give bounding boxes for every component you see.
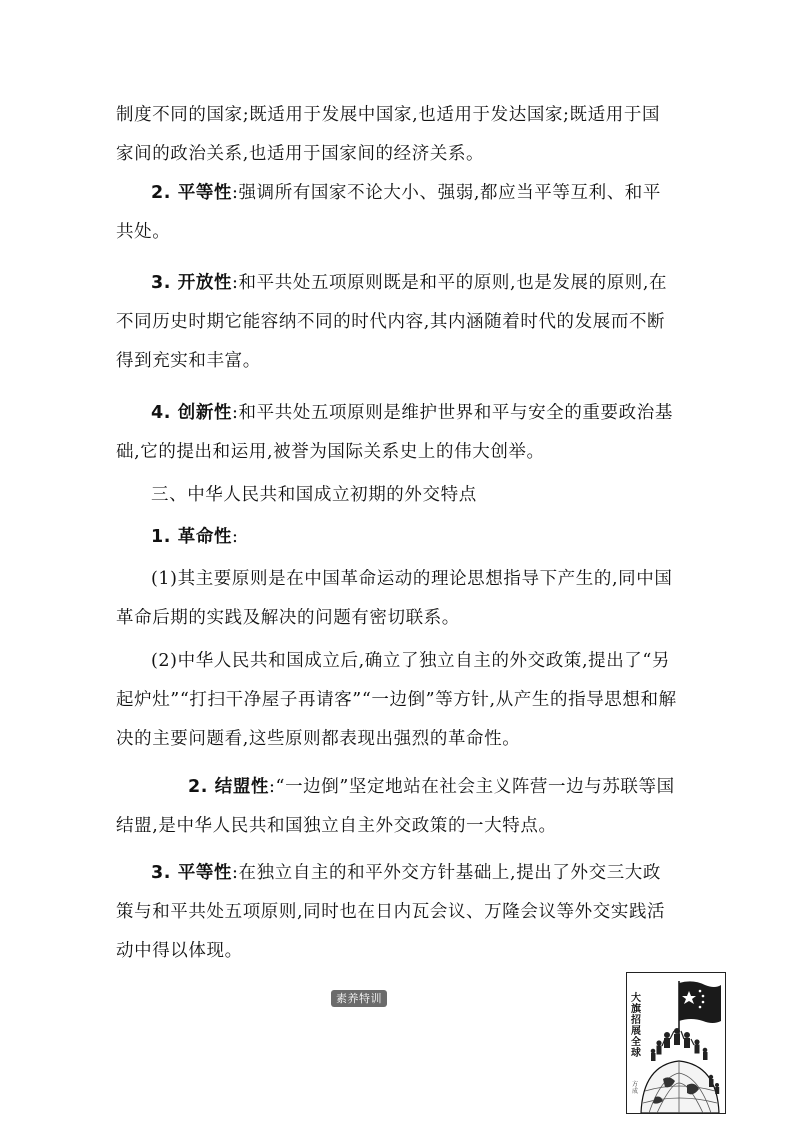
paragraph-text: :强调所有国家不论大小、强弱,都应当平等互利、和平共处。	[116, 183, 661, 242]
paragraph-label: 2. 结盟性	[188, 777, 270, 797]
paragraph-text: :“一边倒”坚定地站在社会主义阵营一边与苏联等国结盟,是中华人民共和国独立自主外交政策的一大特点。	[116, 777, 675, 836]
paragraph-text: :和平共处五项原则是维护世界和平与安全的重要政治基础,它的提出和运用,被誉为国际关系史上的伟大创举。	[116, 403, 673, 462]
paragraph-label: 2. 平等性	[151, 183, 233, 203]
cartoon-caption: 大旗招展全球	[631, 993, 641, 1059]
paragraph-text: :和平共处五项原则既是和平的原则,也是发展的原则,在不同历史时期它能容纳不同的时代内容,其内涵随着时代的发展而不断得到充实和丰富。	[116, 273, 668, 371]
paragraph-text: :	[232, 527, 239, 547]
paragraph-text: :在独立自主的和平外交方针基础上,提出了外交三大政策与和平共处五项原则,同时也在日内瓦会议、万隆会议等外交实践活动中得以体现。	[116, 863, 666, 961]
section-badge: 素养特训	[331, 990, 387, 1007]
paragraph-text: (1)其主要原则是在中国革命运动的理论思想指导下产生的,同中国革命后期的实践及解决的问题有密切联系。	[116, 569, 673, 628]
paragraph-label: 3. 平等性	[151, 863, 233, 883]
paragraph-label: 1. 革命性	[151, 527, 233, 547]
paragraph-text: 制度不同的国家;既适用于发展中国家,也适用于发达国家;既适用于国家间的政治关系,也适用于国家间的经济关系。	[116, 105, 661, 164]
cartoon-signature: 方成	[632, 1081, 639, 1095]
paragraph-equality	[116, 174, 678, 252]
paragraph-revolutionary-1	[116, 560, 678, 638]
paragraph-alliance	[116, 768, 678, 846]
section-heading	[151, 476, 477, 515]
paragraph-text: (2)中华人民共和国成立后,确立了独立自主的外交政策,提出了“另起炉灶”“打扫干净屋子再请客”“一边倒”等方针,从产生的指导思想和解决的主要问题看,这些原则都表现出强烈的革命性。	[116, 651, 677, 749]
paragraph-revolutionary	[116, 518, 678, 557]
paragraph-revolutionary-2	[116, 642, 678, 759]
paragraph-openness	[116, 264, 678, 381]
flag-globe-cartoon-icon	[626, 972, 726, 1114]
paragraph-equality-diplomacy	[116, 854, 678, 971]
paragraph-innovation	[116, 394, 678, 472]
paragraph-principle-scope	[116, 96, 678, 174]
section-heading-text: 三、中华人民共和国成立初期的外交特点	[151, 485, 477, 505]
paragraph-label: 4. 创新性	[151, 403, 233, 423]
paragraph-label: 3. 开放性	[151, 273, 233, 293]
